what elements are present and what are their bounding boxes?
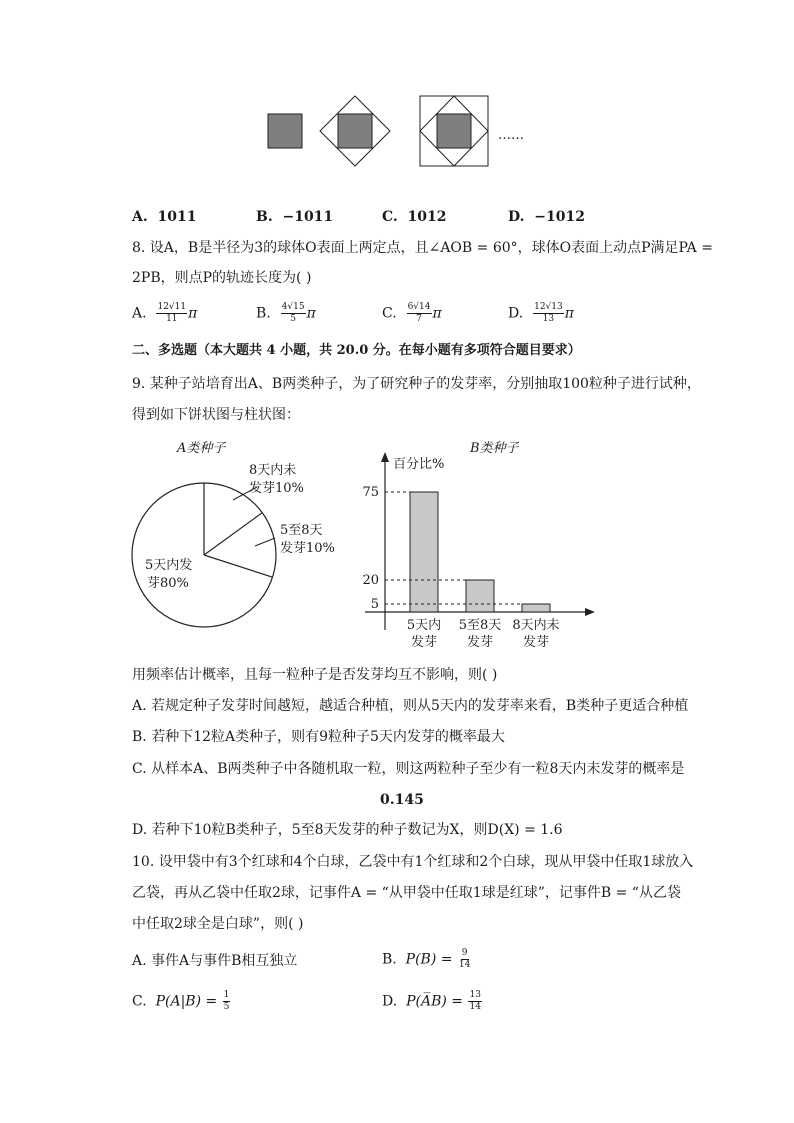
q9-line2: 得到如下饼状图与柱状图： (132, 407, 300, 423)
pie-label-1b: 发芽10% (249, 481, 304, 496)
y-tick-label-3: 5 (370, 597, 379, 612)
q10-option-d: D. P(A̅B) = $\frac{13}{14}$ (382, 990, 481, 1012)
q7-option-a: A. 1011 (132, 209, 197, 225)
x-axis-arrow (585, 608, 595, 616)
x-tick-label-3-2: 发芽 (522, 635, 550, 650)
q7-option-d: D. −1012 (508, 209, 585, 225)
q9-condition: 用频率估计概率，且每一粒种子是否发芽均互不影响，则( ) (132, 667, 498, 683)
q10-line1: 10. 设甲袋中有3个红球和4个白球，乙袋中有1个红球和2个白球，现从甲袋中任取1球放入 (132, 854, 694, 870)
pie-label-3b: 芽80% (147, 576, 189, 591)
square-1 (268, 114, 302, 148)
bar-3 (522, 604, 550, 612)
square-2 (338, 114, 372, 148)
square-3 (437, 114, 471, 148)
bar-1 (410, 492, 438, 612)
y-tick-label-1: 75 (362, 485, 379, 500)
pie-title: A类种子 (177, 441, 226, 456)
q8-option-a: A. $\frac{12√11}{11}$ π (132, 302, 198, 324)
q9-option-a: A. 若规定种子发芽时间越短，越适合种植，则从5天内的发芽率来看，B类种子更适合种植 (132, 698, 689, 714)
q8-line1: 8. 设A，B是半径为3的球体O表面上两定点，且∠AOB = 60°，球体O表面上动点P满足PA = (132, 240, 713, 256)
x-tick-label-1-1: 5天内 (406, 618, 442, 633)
q9-option-b: B. 若种下12粒A类种子，则有9粒种子5天内发芽的概率最大 (132, 729, 505, 745)
ellipsis: …… (498, 128, 524, 143)
q10-line3: 中任取2球全是白球”，则( ) (132, 916, 304, 932)
q9-option-c: C. 从样本A、B两类种子中各随机取一粒，则这两粒种子至少有一粒8天内未发芽的概率是 (132, 761, 685, 777)
q9-line1: 9. 某种子站培育出A、B两类种子，为了研究种子的发芽率，分别抽取100粒种子进行试种， (132, 376, 701, 392)
q8-option-c: C. $\frac{6√14}{7}$ π (382, 302, 442, 324)
y-tick-label-2: 20 (362, 573, 379, 588)
q10-line2: 乙袋，再从乙袋中任取2球，记事件A = “从甲袋中任取1球是红球”，记事件B = “从乙袋 (132, 885, 681, 901)
q10-option-b: B. P(B) = $\frac{9}{14}$ (382, 948, 471, 970)
pie-label-3a: 5天内发 (145, 558, 193, 573)
q8-line2: 2PB，则点P的轨迹长度为( ) (132, 270, 312, 286)
bar-chart-title: B类种子 (470, 441, 519, 456)
q9-option-d: D. 若种下10粒B类种子，5至8天发芽的种子数记为X，则D(X) = 1.6 (132, 822, 563, 838)
x-tick-label-1-2: 发芽 (410, 635, 438, 650)
pie-label-2a: 5至8天 (280, 523, 323, 538)
q7-option-c: C. 1012 (382, 209, 447, 225)
pie-chart-a (125, 435, 355, 635)
q10-option-c: C. P(A|B) = $\frac{1}{5}$ (132, 990, 230, 1012)
x-tick-label-2-2: 发芽 (466, 635, 494, 650)
y-axis-arrow (381, 452, 389, 462)
q7-option-b: B. −1011 (256, 209, 334, 225)
x-tick-label-3-1: 8天内未 (512, 618, 560, 633)
q8-option-d: D. $\frac{12√13}{13}$ π (508, 302, 574, 324)
pie-label-1a: 8天内未 (249, 463, 297, 478)
pie-label-2b: 发芽10% (280, 541, 335, 556)
bar-chart-b (355, 430, 605, 655)
q9-option-c-value: 0.145 (380, 792, 424, 808)
square-sequence-figure (260, 90, 540, 172)
x-tick-label-2-1: 5至8天 (458, 618, 502, 633)
bar-2 (466, 580, 494, 612)
section-2-header: 二、多选题（本大题共 4 小题，共 20.0 分。在每小题有多项符合题目要求） (132, 343, 581, 358)
q10-option-a: A. 事件A与事件B相互独立 (132, 953, 298, 969)
y-axis-label: 百分比% (393, 457, 445, 472)
q8-option-b: B. $\frac{4√15}{5}$ π (256, 302, 316, 324)
